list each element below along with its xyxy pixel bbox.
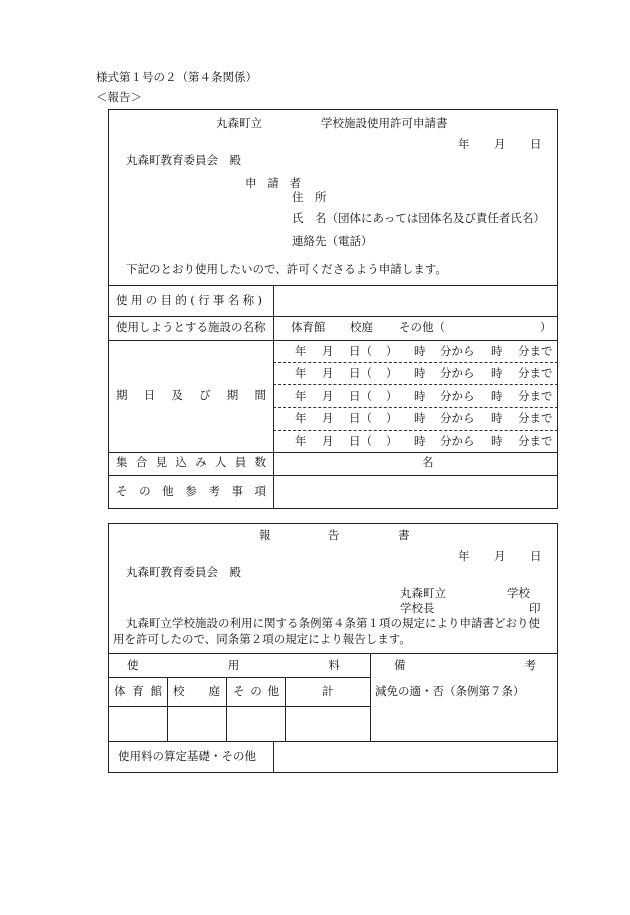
facility-ground[interactable]: 校庭 bbox=[350, 320, 373, 334]
facility-other-close: ） bbox=[540, 320, 552, 334]
other-label: そ の 他 bbox=[233, 684, 279, 698]
report-body-line1: 丸森町立学校施設の利用に関する条例第４条第１項の規定により申請書どおり使 bbox=[126, 616, 540, 630]
schedule-row[interactable]: 年 月 日（ ） 時 分から 時 分まで bbox=[295, 344, 553, 358]
application-addressee: 丸森町教育委員会 殿 bbox=[126, 153, 241, 167]
ground-fee-cell[interactable] bbox=[168, 707, 225, 740]
report-date-month: 月 bbox=[494, 549, 506, 563]
purpose-label: 使 用 の 目 的 ( 行 事 名 称 ) bbox=[116, 293, 262, 307]
schedule-row[interactable]: 年 月 日（ ） 時 分から 時 分まで bbox=[295, 389, 553, 403]
schedule-row[interactable]: 年 月 日（ ） 時 分から 時 分まで bbox=[295, 411, 553, 425]
section-label: ＜報告＞ bbox=[96, 90, 142, 104]
schedule-row[interactable]: 年 月 日（ ） 時 分から 時 分まで bbox=[295, 434, 553, 448]
report-title-3: 書 bbox=[398, 528, 410, 542]
attendance-unit: 名 bbox=[422, 455, 434, 469]
applicant-label: 申 請 者 bbox=[245, 176, 301, 190]
request-text: 下記のとおり使用したいので、許可くださるよう申請します。 bbox=[126, 262, 447, 276]
report-date-year: 年 bbox=[458, 549, 470, 563]
report-date-day: 日 bbox=[530, 549, 542, 563]
basis-field[interactable] bbox=[274, 742, 557, 772]
remarks-label: そ の 他 参 考 事 項 bbox=[116, 484, 266, 498]
date-month: 月 bbox=[494, 137, 506, 151]
period-label: 期 日 及 び 期 間 bbox=[116, 388, 266, 402]
facility-other[interactable]: その他（ bbox=[399, 320, 445, 334]
date-day: 日 bbox=[530, 137, 542, 151]
gym-fee-cell[interactable] bbox=[109, 707, 166, 740]
basis-label: 使用料の算定基礎・その他 bbox=[118, 749, 256, 763]
date-year: 年 bbox=[458, 137, 470, 151]
school-prefix: 丸森町立 bbox=[400, 586, 446, 600]
contact-label: 連絡先（電話） bbox=[292, 234, 373, 248]
report-addressee: 丸森町教育委員会 殿 bbox=[126, 565, 241, 579]
address-label: 住 所 bbox=[292, 190, 327, 204]
application-town: 丸森町立 bbox=[216, 116, 262, 130]
report-title-1: 報 bbox=[259, 528, 271, 542]
ground-label: 校 庭 bbox=[173, 684, 220, 698]
name-label: 氏 名（団体にあっては団体名及び責任者氏名） bbox=[292, 211, 545, 225]
remarks-header: 備 考 bbox=[394, 658, 536, 672]
report-title-2: 告 bbox=[328, 528, 340, 542]
form-number: 様式第１号の２（第４条関係） bbox=[96, 70, 257, 84]
fee-header: 使 用 料 bbox=[127, 658, 340, 672]
principal-label: 学校長 bbox=[400, 601, 435, 615]
seal-mark: 印 bbox=[529, 601, 541, 615]
purpose-field[interactable] bbox=[274, 286, 557, 316]
gym-label: 体 育 館 bbox=[114, 684, 162, 698]
schedule-row[interactable]: 年 月 日（ ） 時 分から 時 分まで bbox=[295, 366, 553, 380]
total-fee-cell[interactable] bbox=[286, 707, 369, 740]
application-title: 学校施設使用許可申請書 bbox=[321, 116, 448, 130]
total-label: 計 bbox=[322, 684, 334, 698]
attendance-label: 集 合 見 込 み 人 員 数 bbox=[116, 455, 266, 469]
facility-gym[interactable]: 体育館 bbox=[291, 320, 326, 334]
school-suffix: 学校 bbox=[507, 586, 530, 600]
other-fee-cell[interactable] bbox=[227, 707, 284, 740]
exemption-text: 減免の適・否（条例第７条） bbox=[375, 684, 525, 698]
facility-label: 使用しようとする施設の名称 bbox=[116, 320, 266, 334]
report-body-line2: 用を許可したので、同条第２項の規定により報告します。 bbox=[113, 632, 411, 646]
